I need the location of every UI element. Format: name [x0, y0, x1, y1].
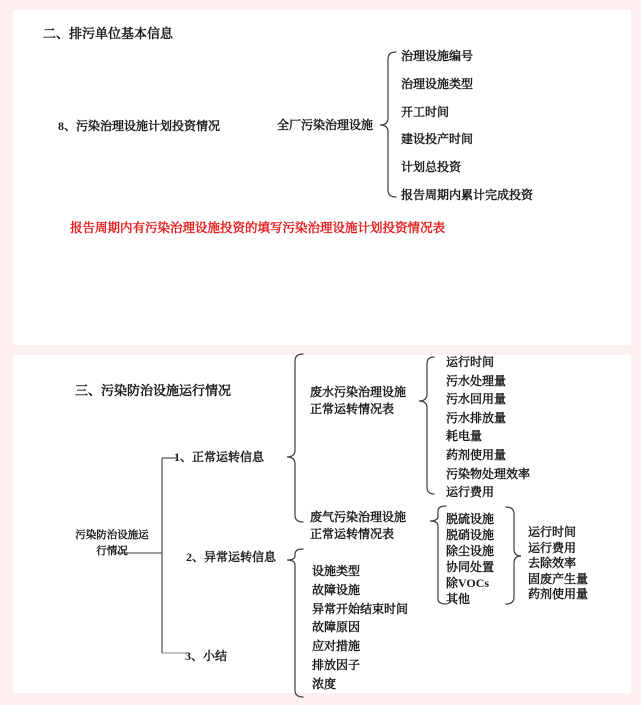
gas-facility-item: 除尘设施 [446, 544, 495, 558]
tree-root-label-line: 行情况 [96, 546, 128, 557]
wastewater-item: 运行费用 [446, 485, 495, 500]
wastewater-item: 污染物处理效率 [446, 466, 531, 481]
branch2-label: 2、异常运转信息 [186, 550, 277, 564]
section2-title: 二、排污单位基本信息 [43, 26, 174, 41]
wastewater-node-label-line: 废水污染治理设施 [310, 385, 407, 399]
wastewater-items-list [446, 353, 530, 502]
abnormal-items-list [312, 562, 408, 694]
plant-facilities-node: 全厂污染治理设施 [277, 118, 374, 132]
gas-node-label-line: 废气污染治理设施 [310, 510, 407, 524]
gas-metric-item: 去除效率 [528, 556, 577, 571]
abnormal-item: 排放因子 [312, 657, 361, 672]
abnormal-item: 故障设施 [312, 582, 361, 597]
gas-facility-item: 脱硝设施 [446, 528, 495, 542]
section2-item8-label: 8、污染治理设施计划投资情况 [58, 119, 221, 133]
abnormal-item: 故障原因 [312, 620, 361, 635]
wastewater-item: 运行时间 [446, 355, 495, 369]
wastewater-item: 污水处理量 [446, 373, 507, 388]
gas-metric-item: 运行费用 [528, 540, 577, 555]
branch3-label: 3、小结 [185, 649, 228, 663]
tree-root-label-line: 污染防治设施运 [75, 530, 149, 541]
gas-metric-item: 药剂使用量 [528, 587, 589, 602]
gas-metrics-list [528, 525, 588, 603]
wastewater-item: 污水回用量 [446, 392, 507, 407]
gas-facilities-list [446, 511, 494, 607]
branch1-label: 1、正常运转信息 [174, 450, 265, 464]
gas-facility-item: 除VOCs [446, 576, 490, 590]
gas-metric-item: 固废产生量 [528, 571, 589, 586]
section3-title: 三、污染防治设施运行情况 [75, 383, 232, 398]
gas-facility-item: 协同处置 [446, 560, 495, 574]
plant-child-item: 治理设施编号 [401, 49, 474, 63]
abnormal-item: 浓度 [312, 676, 337, 691]
wastewater-item: 污水排放量 [446, 410, 507, 425]
plant-child-item: 开工时间 [401, 104, 450, 119]
plant-child-item: 计划总投资 [401, 160, 462, 175]
gas-facility-item: 其他 [446, 592, 471, 606]
gas-node-label [310, 509, 406, 543]
gas-node-label-line: 正常运转情况表 [310, 527, 395, 541]
gas-facility-item: 脱硫设施 [446, 512, 495, 526]
wastewater-item: 药剂使用量 [446, 447, 507, 462]
wastewater-item: 耗电量 [446, 429, 483, 444]
plant-child-item: 治理设施类型 [401, 76, 474, 91]
plant-child-item: 建设投产时间 [401, 132, 474, 147]
abnormal-item: 设施类型 [312, 564, 361, 578]
wastewater-node-label-line: 正常运转情况表 [310, 402, 395, 416]
plant-children-list [401, 43, 533, 210]
wastewater-node-label [310, 384, 406, 418]
gas-metric-item: 运行时间 [528, 525, 577, 539]
abnormal-item: 应对措施 [312, 639, 361, 654]
plant-child-item: 报告周期内累计完成投资 [401, 187, 534, 202]
abnormal-item: 异常开始结束时间 [312, 601, 409, 616]
document-page-1 [13, 10, 631, 345]
section2-note: 报告周期内有污染治理设施投资的填写污染治理设施计划投资情况表 [70, 221, 446, 235]
tree-root-label [58, 528, 166, 560]
